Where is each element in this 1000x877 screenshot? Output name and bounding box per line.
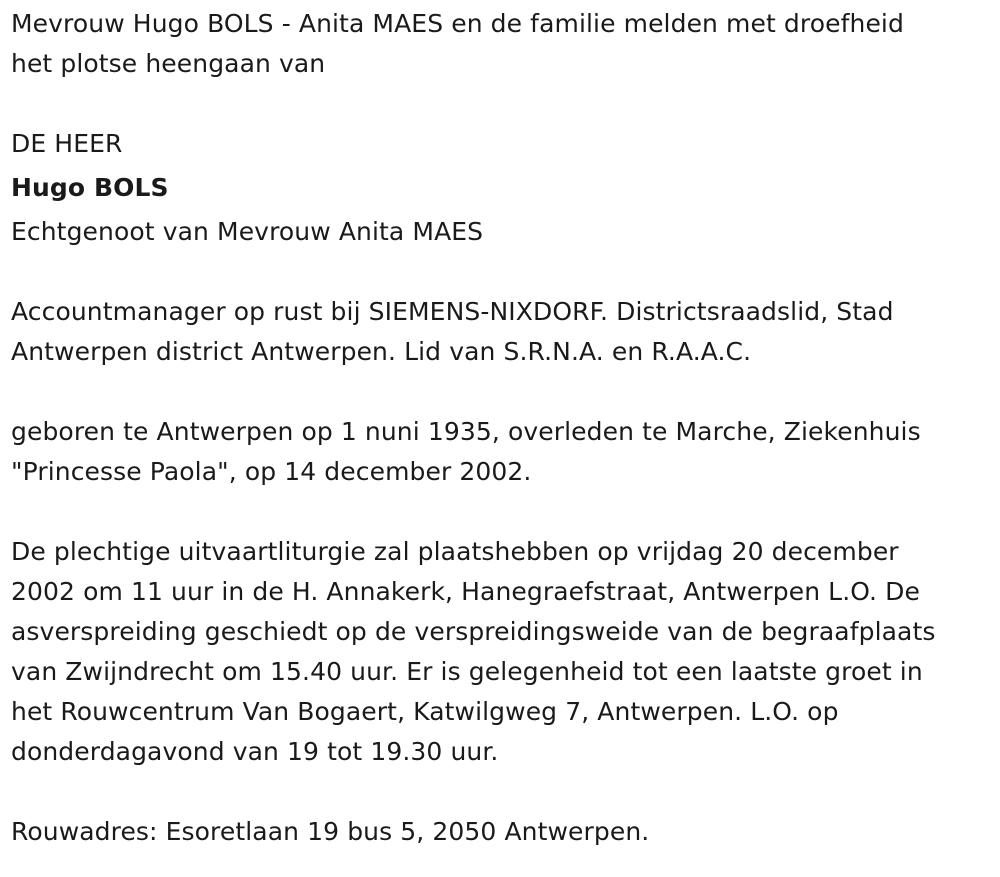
dates-line: "Princesse Paola", op 14 december 2002. <box>11 457 532 486</box>
ceremony-line: van Zwijndrecht om 15.40 uur. Er is gelegenheid tot een laatste groet in <box>11 657 923 686</box>
intro-paragraph <box>11 4 991 84</box>
intro-line: het plotse heengaan van <box>11 49 326 78</box>
ceremony-line: donderdagavond van 19 tot 19.30 uur. <box>11 737 499 766</box>
career-line: Accountmanager op rust bij SIEMENS-NIXDORF. Districtsraadslid, Stad <box>11 297 894 326</box>
spouse-line: Echtgenoot van Mevrouw Anita MAES <box>11 217 484 246</box>
intro-line: Mevrouw Hugo BOLS - Anita MAES en de familie melden met droefheid <box>11 9 904 38</box>
ceremony-line: 2002 om 11 uur in de H. Annakerk, Hanegraefstraat, Antwerpen L.O. De <box>11 577 920 606</box>
deceased-name: Hugo BOLS <box>11 173 169 202</box>
dates-line: geboren te Antwerpen op 1 nuni 1935, overleden te Marche, Ziekenhuis <box>11 417 921 446</box>
honorific: DE HEER <box>11 129 123 158</box>
career-line: Antwerpen district Antwerpen. Lid van S.R.N.A. en R.A.A.C. <box>11 337 752 366</box>
dates-paragraph <box>11 412 991 492</box>
obituary-notice <box>11 4 991 852</box>
ceremony-line: asverspreiding geschiedt op de verspreidingsweide van de begraafplaats <box>11 617 936 646</box>
career-paragraph <box>11 292 991 372</box>
mourning-address: Rouwadres: Esoretlaan 19 bus 5, 2050 Antwerpen. <box>11 817 650 846</box>
ceremony-line: het Rouwcentrum Van Bogaert, Katwilgweg 7, Antwerpen. L.O. op <box>11 697 839 726</box>
ceremony-line: De plechtige uitvaartliturgie zal plaatshebben op vrijdag 20 december <box>11 537 899 566</box>
ceremony-paragraph <box>11 532 991 772</box>
